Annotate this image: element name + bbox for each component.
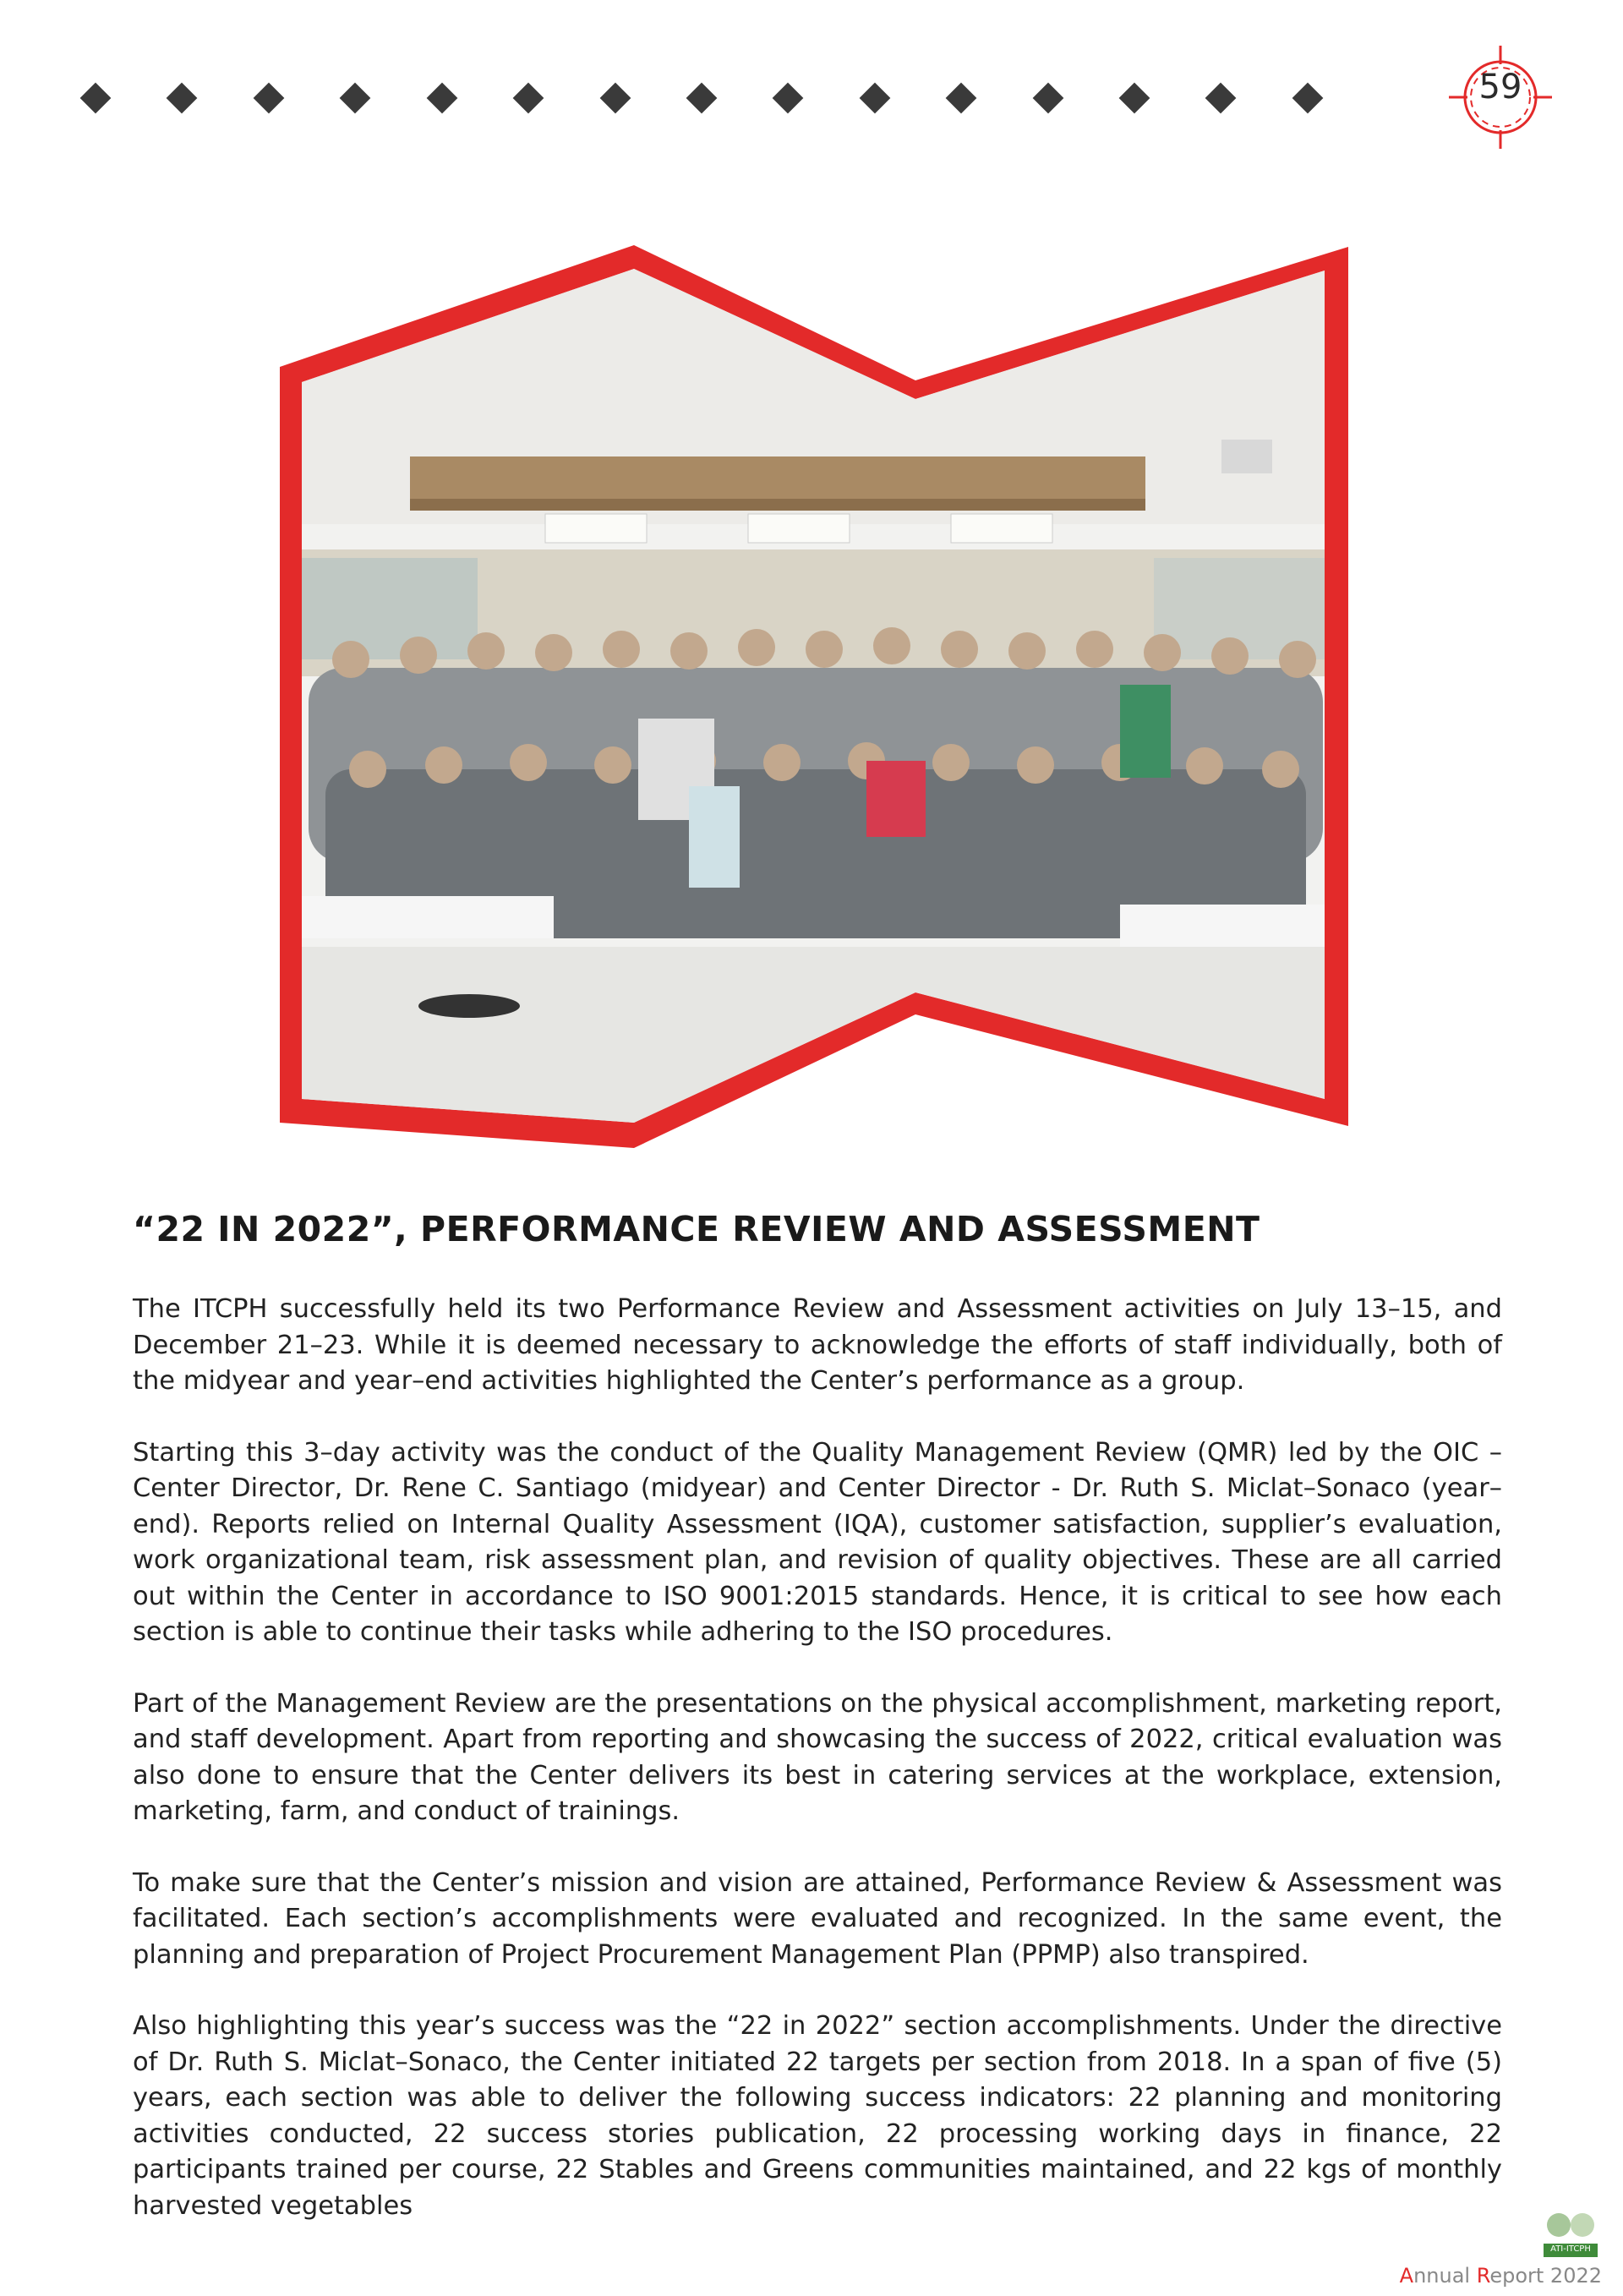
group-photo: [275, 245, 1357, 1150]
paragraph: To make sure that the Center’s mission and vision are attained, Performance Review & Assessment was facilitated. Each section’s accomplishments were evaluated and recognized. In the same event, the planning and preparation of Project Procurement Management Plan (PPMP) also transpired.: [133, 1867, 1502, 1970]
diamond-icon: [686, 83, 718, 114]
paragraph: Also highlighting this year’s success was the “22 in 2022” section accomplishments. Under the directive of Dr. Ruth S. Miclat–Sonaco, the Center initiated 22 targets per section from 2018. In a span of five (5) years, each section was able to deliver the following success indicators: 22 planning and monitoring activities conducted, 22 success stories publication, 22 processing working days in finance, 22 participants trained per course, 22 Stables and Greens communities maintained, and 22 kgs of monthly harvested vegetables: [133, 2011, 1502, 2221]
logo-text: ATI-ITCPH: [1550, 2244, 1591, 2254]
paragraph: The ITCPH successfully held its two Performance Review and Assessment activities on July 13–15, and December 21–23. While it is deemed necessary to acknowledge the efforts of staff individually, both of the midyear and year–end activities highlighted the Center’s performance as a group.: [133, 1294, 1502, 1396]
footer-letter-a: A: [1399, 2264, 1414, 2288]
page-number: 59: [1478, 68, 1522, 107]
footer-letter-r: R: [1476, 2264, 1490, 2288]
diamond-icon: [426, 83, 457, 114]
diamond-icon: [859, 83, 890, 114]
diamond-icon: [1032, 83, 1063, 114]
diamond-icon: [1119, 83, 1150, 114]
footer-word-annual: nnual: [1413, 2264, 1477, 2288]
decorative-diamond-row: [85, 81, 1319, 115]
article-body: [133, 1292, 1502, 2260]
footer-report-label: [1400, 2264, 1602, 2288]
diamond-icon: [1205, 83, 1237, 114]
article-title: “22 IN 2022”, PERFORMANCE REVIEW AND ASSESSMENT: [133, 1209, 1260, 1249]
diamond-icon: [599, 83, 631, 114]
ati-itcph-logo-icon: [1540, 2210, 1601, 2262]
footer-word-report: eport 2022: [1489, 2264, 1602, 2288]
diamond-icon: [513, 83, 544, 114]
paragraph: Part of the Management Review are the presentations on the physical accomplishment, marketing report, and staff development. Apart from reporting and showcasing the success of 2022, critical evaluation was also done to ensure that the Center delivers its best in catering services at the workplace, extension, marketing, farm, and conduct of trainings.: [133, 1688, 1502, 1826]
diamond-icon: [946, 83, 977, 114]
diamond-icon: [167, 83, 198, 114]
paragraph: Starting this 3–day activity was the conduct of the Quality Management Review (QMR) led by the OIC – Center Director, Dr. Rene C. Santiago (midyear) and Center Director - Dr. Ruth S. Miclat–Sonaco (year–end). Reports relied on Internal Quality Assessment (IQA), customer satisfaction, supplier’s evaluation, work organizational team, risk assessment plan, and revision of quality objectives. These are all carried out within the Center in accordance to ISO 9001:2015 standards. Hence, it is critical to see how each section is able to continue their tasks while adhering to the ISO procedures.: [133, 1437, 1502, 1647]
diamond-icon: [340, 83, 371, 114]
diamond-icon: [253, 83, 284, 114]
diamond-icon: [773, 83, 804, 114]
diamond-icon: [80, 83, 112, 114]
diamond-icon: [1292, 83, 1324, 114]
